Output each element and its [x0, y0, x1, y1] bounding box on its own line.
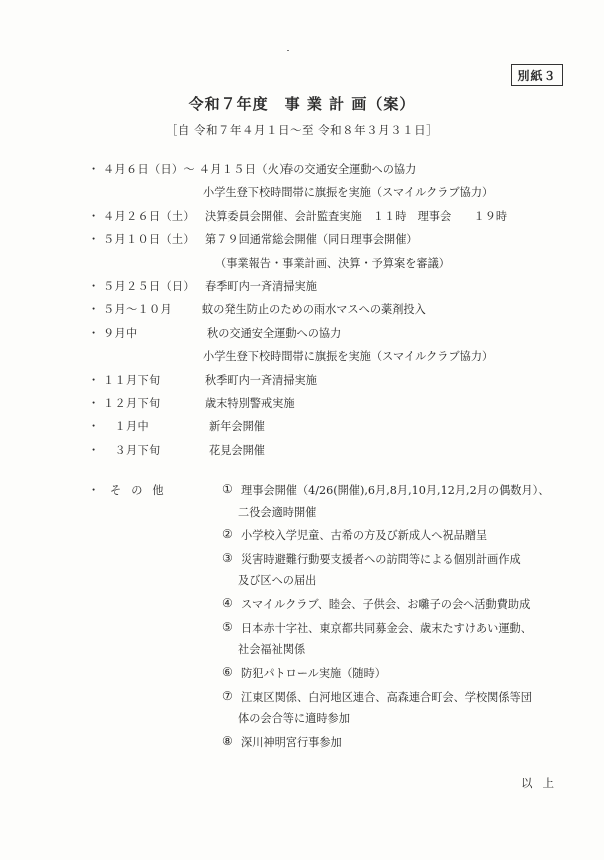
schedule-bullet: ・ — [88, 303, 100, 317]
schedule-row — [0, 442, 604, 465]
schedule-row — [0, 301, 604, 324]
schedule-bullet: ・ — [88, 279, 100, 293]
schedule-text: 蚊の発生防止のための雨水マスへの薬剤投入 — [202, 303, 426, 317]
schedule-date: ４月２６日（土） — [103, 209, 195, 223]
schedule-subline — [0, 184, 604, 207]
schedule-subline — [0, 348, 604, 371]
scan-speck — [287, 50, 289, 51]
schedule-date: ９月中 — [103, 326, 138, 340]
item-text: 及び区への届出 — [238, 574, 317, 588]
item-number: ④ — [222, 596, 233, 611]
closing-mark: 以上 — [521, 776, 564, 790]
item-text: スマイルクラブ、睦会、子供会、お囃子の会へ活動費助成 — [241, 598, 531, 612]
schedule-bullet: ・ — [88, 396, 100, 410]
schedule-text: 春季町内一斉清掃実施 — [205, 279, 317, 293]
schedule-subline — [0, 255, 604, 278]
item-text: 災害時避難行動要支援者への訪問等による個別計画作成 — [241, 552, 521, 566]
schedule-text: 花見会開催 — [209, 443, 265, 457]
schedule-date: １１月下旬 — [103, 373, 161, 387]
schedule-bullet: ・ — [88, 233, 100, 247]
schedule-list — [0, 161, 604, 465]
schedule-text: 歳末特別警戒実施 — [205, 396, 295, 410]
schedule-bullet: ・ — [88, 373, 100, 387]
item-number: ⑧ — [222, 733, 233, 748]
schedule-row — [0, 372, 604, 395]
attachment-tag: 別紙３ — [511, 64, 563, 86]
item-text: 深川神明宮行事参加 — [241, 735, 342, 749]
item-number: ③ — [222, 550, 233, 565]
schedule-date: ３月下旬 — [103, 443, 161, 457]
item-number: ⑤ — [222, 619, 233, 634]
item-text: 小学校入学児童、古希の方及び新成人へ祝品贈呈 — [241, 529, 488, 543]
item-text: 日本赤十字社、東京都共同募金会、歳末たすけあい運動、 — [241, 621, 532, 635]
schedule-row — [0, 325, 604, 348]
schedule-date: ５月２５日（日） — [103, 279, 195, 293]
schedule-bullet: ・ — [88, 326, 100, 340]
schedule-row — [0, 231, 604, 254]
schedule-date: １２月下旬 — [103, 396, 161, 410]
schedule-subtext: （事業報告・事業計画、決算・予算案を審議） — [215, 256, 450, 270]
item-number: ⑦ — [222, 688, 233, 703]
schedule-date: ５月～１０月 — [103, 303, 172, 317]
schedule-text: 新年会開催 — [209, 420, 265, 434]
schedule-subtext: 小学生登下校時間帯に旗振を実施（スマイルクラブ協力） — [203, 186, 494, 200]
schedule-bullet: ・ — [88, 443, 100, 457]
document-title: 令和７年度 事 業 計 画（案） — [188, 95, 416, 113]
item-text: 社会福祉関係 — [238, 643, 306, 657]
schedule-text: 秋季町内一斉清掃実施 — [205, 373, 317, 387]
schedule-row — [0, 161, 604, 184]
schedule-date: １月中 — [103, 420, 149, 434]
other-bullet: ・ — [88, 484, 100, 497]
schedule-row — [0, 208, 604, 231]
schedule-bullet: ・ — [88, 209, 100, 223]
schedule-date: ５月１０日（土） — [103, 233, 195, 247]
schedule-text: 春の交通安全運動への協力 — [282, 163, 417, 176]
schedule-bullet: ・ — [88, 163, 100, 176]
schedule-bullet: ・ — [88, 420, 100, 434]
item-number: ⑥ — [222, 665, 233, 679]
schedule-text: 第７９回通常総会開催（同日理事会開催） — [205, 233, 418, 247]
schedule-row — [0, 418, 604, 441]
item-number: ② — [222, 527, 233, 542]
item-text: 理事会開催（4/26(開催),6月,8月,10月,12月,2月の偶数月）、 — [241, 484, 550, 497]
item-number: ① — [222, 482, 233, 496]
item-text: 二役会適時開催 — [238, 505, 317, 519]
item-text: 体の会合等に適時参加 — [238, 712, 350, 726]
schedule-row — [0, 395, 604, 418]
other-label: その他 — [110, 484, 174, 497]
schedule-text: 秋の交通安全運動への協力 — [207, 326, 342, 340]
schedule-subtext: 小学生登下校時間帯に旗振を実施（スマイルクラブ協力） — [203, 350, 494, 364]
schedule-date: ４月６日（日）～ ４月１５日（火） — [103, 163, 291, 176]
schedule-row — [0, 278, 604, 301]
schedule-text: 決算委員会開催、会計監査実施 １１時 理事会 １９時 — [205, 209, 508, 223]
item-text: 防犯パトロール実施（随時） — [241, 667, 386, 680]
fiscal-period: ［自 令和７年４月１日～至 令和８年３月３１日］ — [165, 123, 439, 137]
item-text: 江東区関係、白河地区連合、高森連合町会、学校関係等団 — [241, 690, 532, 704]
